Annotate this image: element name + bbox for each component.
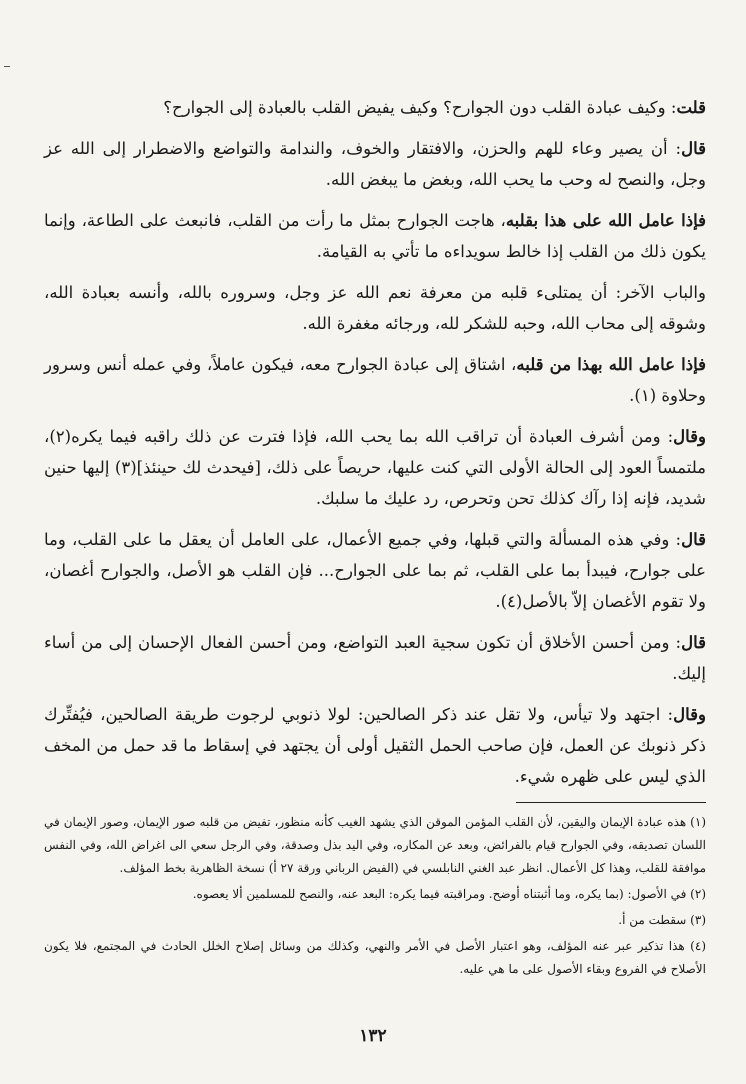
footnote: (٤) هذا تذكير عبر عنه المؤلف، وهو اعتبار الأصل في الأمر والنهي، وكذلك من وسائل إصلاح الخلل الحادث في المجتمع، فلا يكون الأصلاح في الفروع وبقاء الأصول على ما هي عليه. [44,939,706,976]
paragraph [44,133,706,195]
paragraph-text: : ومن أحسن الأخلاق أن تكون سجية العبد التواضع، ومن أحسن الفعال الإحسان إلى من أساء إليك. [44,633,706,683]
footnote: (٣) سقطت من أ. [618,913,706,927]
paragraph-lead: فإذا عامل الله بهذا من قلبه [516,355,706,374]
footnote-separator [516,802,706,803]
paragraph-lead: قال [681,633,706,652]
paragraph-lead: فإذا عامل الله على هذا بقلبه [505,211,706,230]
paragraph [44,205,706,267]
paragraph-text: : وفي هذه المسألة والتي قبلها، وفي جميع الأعمال، على العامل أن يعقل ما على القلب، وما على جوارح، فيبدأ بما على القلب، ثم بما على الجوارح... فإن القلب هو الأصل، والجوارح أغصان، ولا تقوم الأغصان إلاّ بالأصل(٤). [44,530,706,611]
edge-mark [4,66,10,67]
page-body [44,92,706,984]
paragraph-text: والباب الآخر: أن يمتلىء قلبه من معرفة نعم الله عز وجل، وسروره بالله، وأنسه بعبادة الله، وشوقه إلى محاب الله، وحبه للشكر لله، ورجائه مغفرة الله. [44,283,706,333]
paragraph [44,92,706,123]
paragraph-text: : ومن أشرف العبادة أن تراقب الله بما يحب الله، فإذا فترت عن ذلك راقبه فيما يكره(٢)، ملتمساً العود إلى الحالة الأولى التي كنت عليها، حريصاً على ذلك، [فيحدث لك حينئذ](٣) إليها حنين شديد، فإنه إذا رآك كذلك تحن وتحرص، رد عليك ما سلبك. [44,427,706,508]
paragraph-lead: قال [681,530,706,549]
page-number: ١٣٢ [359,1026,387,1046]
paragraph [44,524,706,617]
paragraph-text: : اجتهد ولا تيأس، ولا تقل عند ذكر الصالحين: لولا ذنوبي لرجوت طريقة الصالحين، فيُفتِّرك ذكر ذنوبك عن العمل، فإن صاحب الحمل الثقيل أولى أن يجتهد في إسقاط ما قد حمل من المخف الذي ليس على ظهره شيء. [44,705,706,786]
paragraph-lead: قلت [676,98,706,117]
paragraph [44,699,706,792]
paragraph-lead: وقال [673,427,706,446]
paragraph [44,349,706,411]
paragraph-lead: وقال [673,705,706,724]
paragraph [44,627,706,689]
paragraph-text: ، اشتاق إلى عبادة الجوارح معه، فيكون عاملاً، وفي عمله أنس وسرور وحلاوة (١). [44,355,706,405]
paragraph [44,277,706,339]
paragraph-lead: قال [681,139,706,158]
footnote: (١) هذه عبادة الإيمان واليقين، لأن القلب المؤمن الموقن الذي يشهد الغيب كأنه منظور، تفيض من قلبه صور الإيمان، وصور الإيمان في اللسان تصديقه، وفي الجوارح قيام بالفرائض، وبعد عن المكاره، وفي اليد بذل وصدقة، وفي الرجل سعي الى اغراض الله، وفي النفس موافقة للقلب، وهذا كل الأعمال. انظر عبد الغني النابلسي في (الفيض الرباني ورقة ٢٧ أ) نسخة الظاهرية بخط المؤلف. [44,815,706,875]
paragraph-text: : وكيف عبادة القلب دون الجوارح؟ وكيف يفيض القلب بالعبادة إلى الجوارح؟ [163,98,677,117]
paragraph-text: : أن يصير وعاء للهم والحزن، والافتقار والخوف، والندامة والتواضع والاضطرار إلى الله عز وجل، والنصح له وحب ما يحب الله، وبغض ما يبغض الله. [44,139,706,189]
paragraph [44,421,706,514]
footnote: (٢) في الأصول: (بما يكره، وما أثبتناه أوضح. ومراقبته فيما يكره: البعد عنه، والنصح للمسلمين ألا يعصوه. [192,887,706,901]
paragraph-text: ، هاجت الجوارح بمثل ما رأت من القلب، فانبعث على الطاعة، وإنما يكون ذلك من القلب إذا خالط سويداءه ما تأتي به القيامة. [44,211,706,261]
